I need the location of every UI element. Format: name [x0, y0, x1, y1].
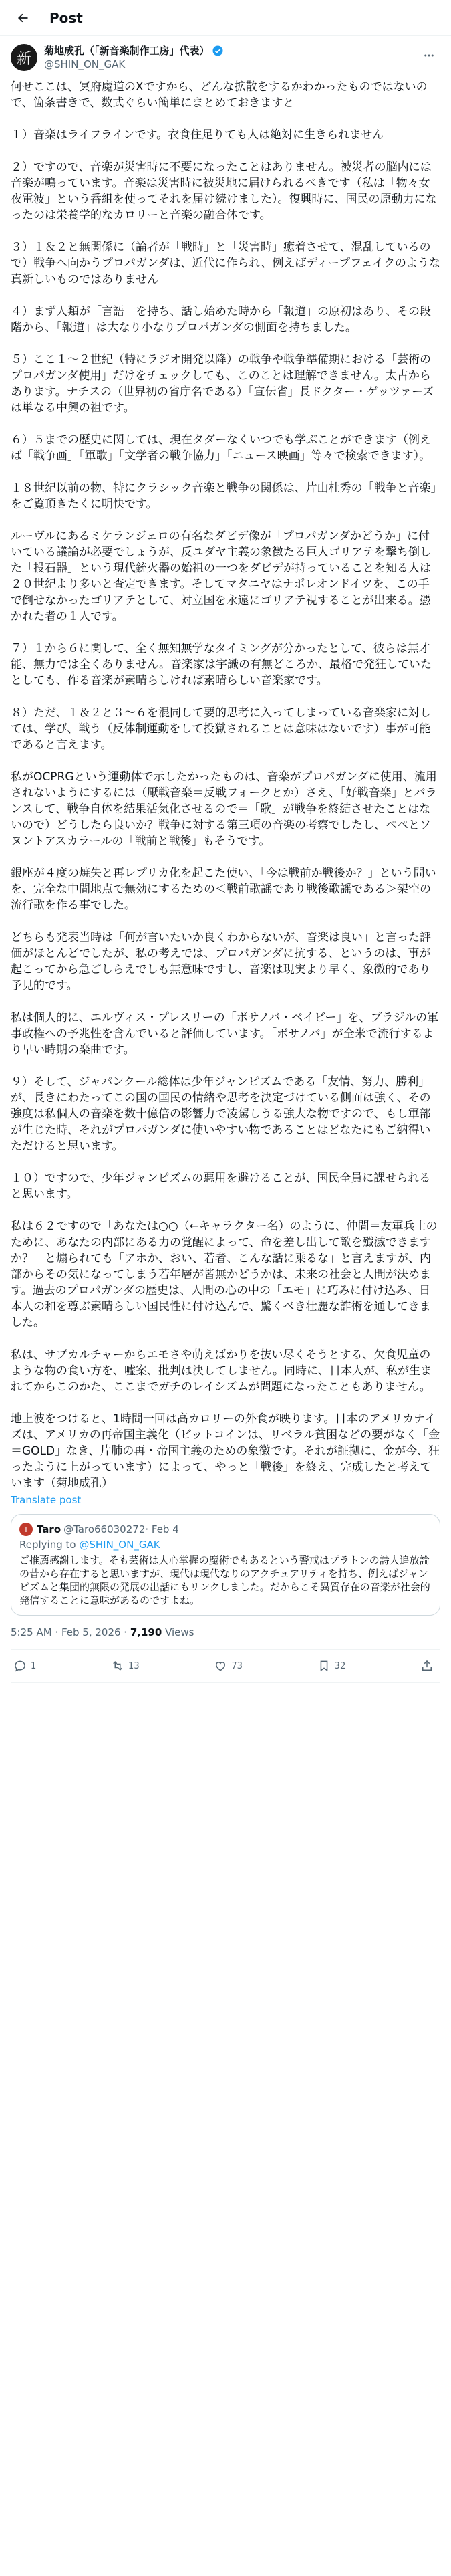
repost-icon	[111, 1659, 124, 1673]
quote-text: ご推薦感謝します。そも芸術は人心掌握の魔術でもあるという警戒はプラトンの詩人追放論の昔から存在すると思いますが、現代は現代なりのアクチュアリティを持ち、例えばジャンピズムと集団的無限の発展の出話にもリンクしました。だからこそ異質存在の音楽が社会的発信することに意味があるのですよね。	[19, 1554, 430, 1606]
post-paragraph: 地上波をつけると、1時間一回は高カロリーの外食が映ります。日本のアメリカナイズは、アメリカの再帝国主義化（ビットコインは、リベラル貧困などの要がなく「金＝GOLD」なき、片肺の再・帝国主義のための象徴です。それが証拠に、金が今、狂ったように上がっています）によって、やっと「戦後」を終え、完成したと考えています（菊地成孔）	[11, 1412, 440, 1490]
views-label: Views	[162, 1626, 194, 1638]
author-handle[interactable]: @SHIN_ON_GAK	[44, 58, 126, 70]
reply-count: 1	[31, 1660, 37, 1671]
post-paragraph: ９）そして、ジャパンクール総体は少年ジャンピズムである「友情、努力、勝利」が、長きにわたってこの国の国民の情緒や思考を決定づけている側面は強く、その強度は私個人の音楽を数十億倍の影響力で凌駕しうる強大な物ですので、もし軍部が生じた時、それがプロパガンダに使いやすい物であることはどなたにもご納得いただけると思います。	[11, 1075, 431, 1153]
action-bar	[11, 1650, 440, 1683]
post-paragraph: 私は６２ですので「あなたは○○（←キャラクター名）のように、仲間＝友軍兵士のために、あなたの内部にある力の覚醒によって、命を差し出して敵を殲滅できますか？」と煽られても「アホか、おい、若者、こんな話に乗るな」と言えますが、内部からその気になってしまう若年層が皆無かどうかは、未来の社会と人間が決めます。過去のプロパガンダの歴史は、人間の心の中の「エモ」に巧みに付け込み、日本人の和を尊ぶ素晴らしい国民性に付け込んで、驚くべき壮麗な詐術を通してきました。	[11, 1220, 438, 1329]
heart-icon	[214, 1659, 227, 1673]
post-meta	[11, 1626, 440, 1650]
quote-author-name: Taro	[37, 1523, 61, 1535]
post-paragraph: １８世紀以前の物、特にクラシック音楽と戦争の関係は、片山杜秀の「戦争と音楽」をご覧頂きたくに明快です。	[11, 481, 437, 511]
post-paragraph: １０）ですので、少年ジャンピズムの悪用を避けることが、国民全員に課せられると思います。	[11, 1172, 431, 1201]
page-title: Post	[49, 9, 83, 26]
quote-replying-to	[19, 1539, 432, 1551]
post-paragraph: ルーヴルにあるミケランジェロの有名なダビデ像が「プロパガンダかどうか」に付いている議論が必要でしょうが、反ユダヤ主義の象徴たる巨人ゴリアテを撃ち倒した「投石器」という現代銃火器の始祖の一つをダビデが持っていることを知る人は２０世紀より多いと査定できます。そしてマタニヤはナポレオンドイツを、この手で倒せなかったゴリアテとして、対立国を永遠にゴリアテ視することが出来る。憑かれた者の１人です。	[11, 530, 431, 623]
post-body	[11, 79, 440, 1491]
post-paragraph: 銀座が４度の焼失と再レプリカ化を起こた使い、「今は戦前か戦後か？」という問いを、完全な中間地点で無効にするための＜戦前歌謡であり戦後歌謡である＞架空の流行歌を作る事でした。	[11, 867, 436, 912]
back-button[interactable]	[11, 6, 35, 30]
post-paragraph: １）音楽はライフラインです。衣食住足りても人は絶対に生きられません	[11, 128, 384, 142]
post-paragraph: ８）ただ、１＆２と３〜６を混同して要的思考に入ってしまっている音楽家に対しては、学び、戦う（反体制運動をして投獄されることは意味はないです）事が可能であると言えます。	[11, 706, 431, 752]
back-arrow-icon	[16, 11, 29, 25]
share-icon	[420, 1659, 434, 1673]
like-count: 73	[231, 1660, 243, 1671]
post-paragraph: 私がOCPRGという運動体で示したかったものは、音楽がプロパガンダに使用、流用されないようにするには（厭戦音楽＝反戦フォークとか）さえ、「好戦音楽」とバランスして、戦争自体を結果活気化させるので＝「歌」が戦争を終結させたことはないので）どうしたら良いか？戦争に対する第三項の音楽の考察でしたし、ペペとソヌントアスカラールの「戦前と戦後」もそうです。	[11, 770, 437, 848]
author-name[interactable]: 菊地成孔（「新音楽制作工房」代表）	[44, 45, 210, 57]
post-paragraph: ５）ここ１〜２世紀（特にラジオ開発以降）の戦争や戦争準備期における「芸術のプロパガンダ使用」だけをチェックしても、このことは理解できません。太古からあります。ナチスの（世界初の省庁名である）「宣伝省」長ドクター・ゲッツァーズは単なる中興の祖です。	[11, 353, 434, 415]
post-paragraph: ２）ですので、音楽が災害時に不要になったことはありません。被災者の脳内には音楽が鳴っています。音楽は災害時に被災地に届けられるべきです（私は「物々女夜電波」という番組を使ってそれを届け続けました）。復興時に、国民の原動力になったのは栄養学的なカロリーと音楽の融合体です。	[11, 160, 437, 222]
avatar[interactable]	[11, 44, 37, 71]
post-paragraph: どちらも発表当時は「何が言いたいか良くわからないが、音楽は良い」と言った評価がほとんどでしたが、私の考えでは、プロパガンダに抗する、というのは、事が起こってから急ごしらえでしも無意味ですし、音楽は現実より早く、象徴的であり予見的です。	[11, 931, 431, 992]
post-paragraph: ７）１から６に関して、全く無知無学なタイミングが分かったとして、彼らは無才能、無力では全くありません。音楽家は宇識の有無どころか、最格で発狂していたとしても、作る音楽が素晴らしければ素晴らしい音楽家です。	[11, 642, 432, 687]
author-name-line	[44, 44, 418, 58]
verified-badge-icon	[212, 45, 224, 57]
post-paragraph: ３）１＆２と無関係に（論者が「戦時」と「災害時」癒着させて、混乱しているので）戦争へ向かうプロパガンダは、近代に作られ、例えばディープフェイクのような真新しいものではありません	[11, 241, 440, 286]
like-button[interactable]	[214, 1659, 243, 1673]
author-meta	[44, 44, 418, 71]
repost-count: 13	[128, 1660, 140, 1671]
avatar-glyph: 新	[16, 50, 31, 68]
translate-post-link[interactable]: Translate post	[11, 1494, 82, 1506]
post	[0, 36, 451, 1683]
quote-header	[19, 1523, 432, 1536]
bookmark-icon	[317, 1659, 331, 1673]
more-options-button[interactable]	[418, 44, 440, 67]
post-paragraph: 何せここは、冥府魔道のXですから、どんな拡散をするかわかったものではないので、箇条書きで、数式ぐらい簡単にまとめておきますと	[11, 80, 428, 110]
reply-icon	[13, 1659, 27, 1673]
post-paragraph: ４）まず人類が「言語」を持ち、話し始めた時から「報道」の原初はあり、その段階から、「報道」は大なり小なりプロパガンダの側面を持ちました。	[11, 305, 431, 334]
top-bar	[0, 0, 451, 36]
bookmark-count: 32	[334, 1660, 346, 1671]
bookmark-button[interactable]	[317, 1659, 346, 1673]
more-icon	[423, 49, 435, 62]
quote-author-handle: @Taro66030272	[63, 1523, 146, 1535]
repost-button[interactable]	[111, 1659, 140, 1673]
quoted-post[interactable]	[11, 1514, 440, 1616]
quote-replying-handle[interactable]: @SHIN_ON_GAK	[79, 1539, 160, 1551]
author-row	[11, 44, 440, 71]
post-paragraph: 私は、サブカルチャーからエモさや萌えばかりを抜い尽くそうとする、欠食児童のような物の食い方を、嘘案、批判は決してしません。同時に、日本人が、私が生まれてからこのかた、ここまでガチのレイシズムが問題になったこともありません。	[11, 1348, 432, 1394]
quote-replying-prefix: Replying to	[19, 1539, 76, 1551]
quote-avatar: T	[19, 1523, 33, 1536]
post-timestamp[interactable]: 5:25 AM · Feb 5, 2026 ·	[11, 1626, 130, 1638]
share-button[interactable]	[420, 1659, 438, 1673]
post-paragraph: ６）５までの歴史に関しては、現在タダーなくいつでも学ぶことができます（例えば「戦争画」「軍歌」「文学者の戦争協力」「ニュース映画」等々で検索できます）。	[11, 433, 431, 463]
reply-button[interactable]	[13, 1659, 36, 1673]
post-paragraph: 私は個人的に、エルヴィス・プレスリーの「ボサノバ・ベイビー」を、ブラジルの軍事政権への予兆性を含んでいると評価しています。「ボサノバ」が全米で流行するより早い時期の楽曲です。	[11, 1011, 439, 1057]
quote-date: · Feb 4	[145, 1523, 179, 1535]
views-count: 7,190	[130, 1626, 162, 1638]
